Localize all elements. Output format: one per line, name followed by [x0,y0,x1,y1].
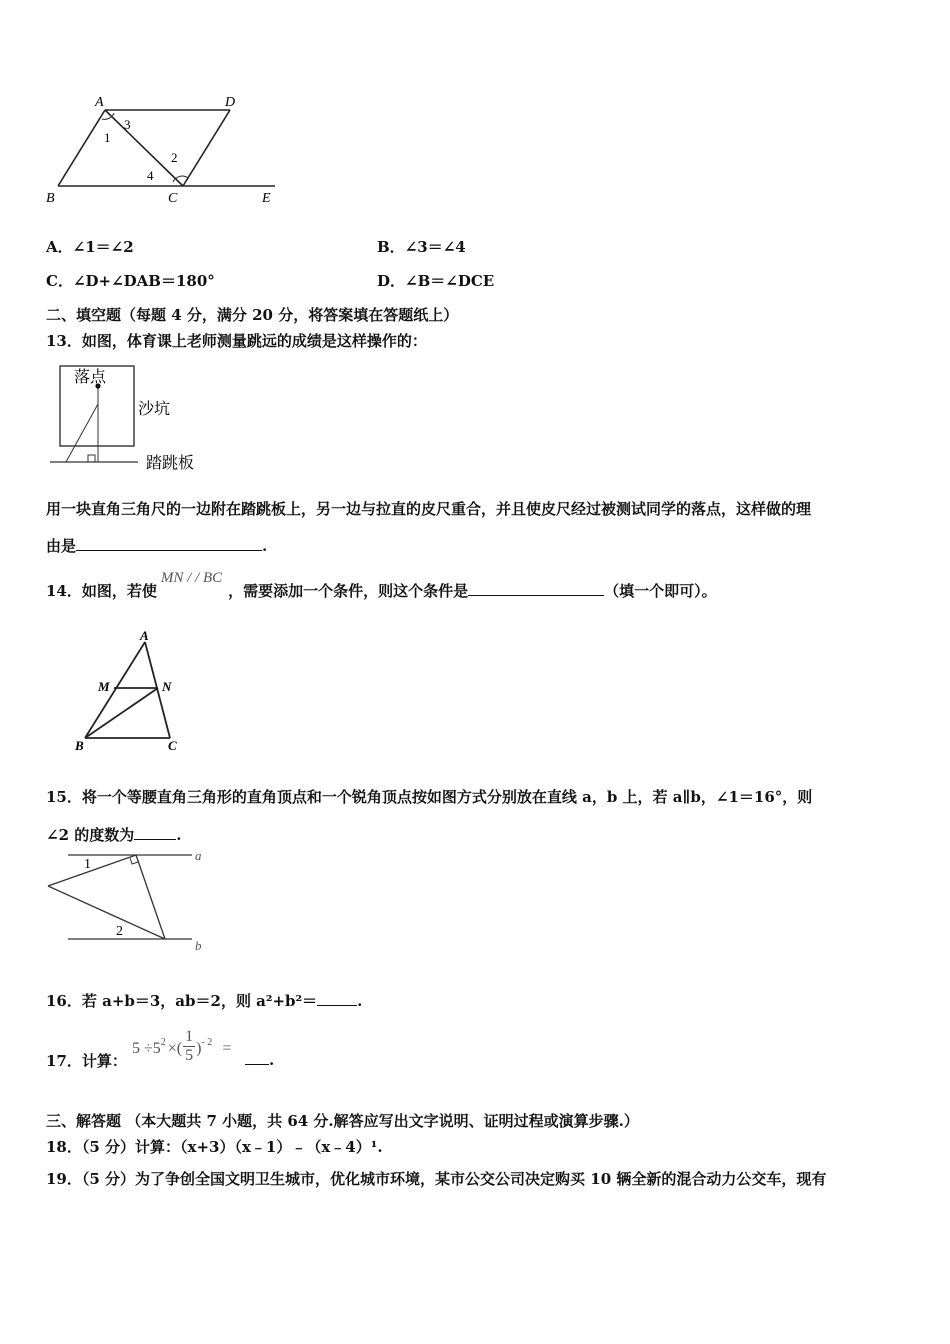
q14-formula: MN / / BC [160,570,223,586]
option-c[interactable]: C．∠D+∠DAB＝180° [46,272,215,290]
option-a[interactable]: A．∠1＝∠2 [46,238,134,256]
q17-prefix: 17．计算： [46,1052,127,1070]
option-c-text: ∠D+∠DAB＝180° [72,272,215,290]
parallel-lines-triangle-figure [40,844,220,956]
label-E: E [262,191,271,206]
label-D: D [225,95,236,110]
q17-expression: $5 \div 5_2$ ×( $\frac{1}{5}$ )$_{- 2}$ = [132,1028,232,1064]
triangle-mn-figure [70,628,190,756]
tri-label-A: A [140,628,149,643]
q13-answer-blank[interactable] [76,536,262,551]
q19-text: 19．（5 分）为了争创全国文明卫生城市，优化城市环境，某市公交公司决定购买 10 辆全新的混合动力公交车，现有 [46,1170,827,1188]
angle-2-label: 2 [116,924,123,939]
long-jump-figure [46,360,226,478]
q17-answer-blank[interactable] [245,1050,269,1065]
q13-line2: 由是 . [46,537,268,555]
tri-label-C: C [168,738,177,753]
parallelogram-figure [40,90,290,215]
q14-text: 14．如图，若使MN / / BC，需要添加一个条件，则这个条件是 （填一个即可）。 [46,570,717,600]
q15-answer-blank[interactable] [134,825,176,840]
sandpit-label: 沙坑 [138,401,171,418]
tri-label-M: M [98,679,110,694]
q15-line1: 15．将一个等腰直角三角形的直角顶点和一个锐角顶点按如图方式分别放在直线 a，b 上，若 a∥b，∠1＝16°，则 [46,788,813,806]
angle-1: 1 [104,130,111,145]
angle-2: 2 [171,150,178,165]
q18-text: 18．（5 分）计算：（x+3）（x﹣1）﹣（x﹣4）¹. [46,1138,383,1156]
label-B: B [46,191,55,206]
option-b[interactable]: B．∠3＝∠4 [377,238,466,256]
option-b-text: ∠3＝∠4 [404,238,466,256]
label-A: A [95,95,104,110]
q14-answer-blank[interactable] [468,581,604,596]
q16-text: 16．若 a+b＝3，ab＝2，则 a²+b²＝ . [46,992,363,1010]
line-a-label: a [195,848,202,863]
landing-point-label: 落点 [74,369,107,386]
label-C: C [168,191,178,206]
q16-answer-blank[interactable] [317,991,357,1006]
takeoff-board-label: 踏跳板 [146,455,195,472]
line-b-label: b [195,938,202,953]
angle-1-label: 1 [84,857,91,872]
q13-stem: 13．如图，体育课上老师测量跳远的成绩是这样操作的： [46,332,427,350]
q13-line1: 用一块直角三角尺的一边附在踏跳板上，另一边与拉直的皮尺重合，并且使皮尺经过被测试同学的落点，这样做的理 [46,500,812,518]
angle-4: 4 [147,168,154,183]
angle-3: 3 [124,117,131,132]
option-a-text: ∠1＝∠2 [72,238,134,256]
option-d[interactable]: D．∠B＝∠DCE [377,272,495,290]
section2-heading: 二、填空题（每题 4 分，满分 20 分，将答案填在答题纸上） [46,306,459,324]
tri-label-B: B [75,738,84,753]
option-d-text: ∠B＝∠DCE [405,272,495,290]
tri-label-N: N [162,679,172,694]
q15-line2: ∠2 的度数为 . [46,826,182,844]
q17-answer: . [245,1050,274,1069]
section3-heading: 三、解答题 （本大题共 7 小题，共 64 分.解答应写出文字说明、证明过程或演算步骤.） [46,1112,639,1130]
